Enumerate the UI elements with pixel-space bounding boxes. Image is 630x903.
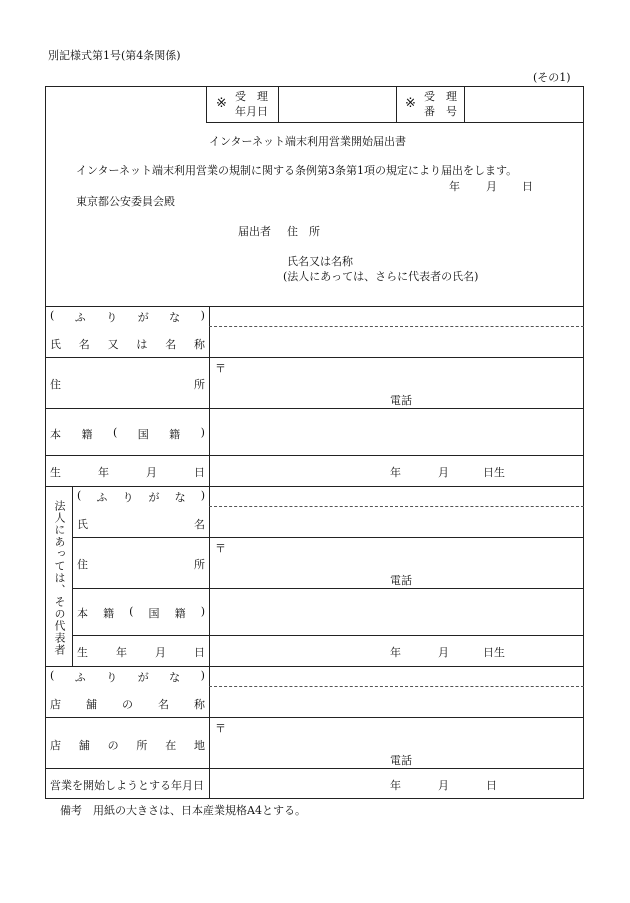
applicant-postal-mark: 〒 [215, 362, 226, 375]
rep-birth-year: 年 [390, 646, 401, 659]
date-day: 日 [522, 180, 533, 193]
page-label: (その1) [533, 71, 571, 84]
form-id: 別記様式第1号(第4条関係) [48, 49, 181, 62]
receipt-mark-2: ※ [405, 96, 416, 111]
applicant-birth-label: 生 年 月 日 [50, 466, 205, 479]
applicant-domicile-label: 本 籍 ( 国 籍 ) [50, 426, 205, 441]
submitter-name-label: 氏名又は名称 [287, 255, 353, 268]
applicant-birth-day: 日生 [483, 466, 505, 479]
start-date-year: 年 [390, 779, 401, 792]
statement: インターネット端末利用営業の規制に関する条例第3条第1項の規定により届出をします。 [76, 164, 518, 177]
rep-birth-day: 日生 [483, 646, 505, 659]
applicant-furigana-label: ( ふ り が な ) [50, 309, 205, 324]
representative-group-label: 法人にあっては、その代表者 [53, 500, 66, 656]
date-year: 年 [449, 180, 460, 193]
rep-address-label: 住 所 [77, 558, 205, 571]
form-title: インターネット端末利用営業開始届出書 [209, 135, 407, 148]
start-date-label: 営業を開始しようとする年月日 [50, 779, 204, 792]
shop-phone-label: 電話 [390, 754, 412, 767]
rep-birth-label: 生 年 月 日 [77, 646, 205, 659]
footnote: 備考 用紙の大きさは、日本産業規格A4とする。 [60, 804, 306, 817]
rep-furigana-label: ( ふ り が な ) [77, 489, 205, 504]
shop-furigana-label: ( ふ り が な ) [50, 669, 205, 684]
rep-name-label: 氏 名 [77, 518, 205, 531]
submitter-note: (法人にあっては、さらに代表者の氏名) [283, 270, 479, 283]
applicant-address-label: 住 所 [50, 378, 205, 391]
submitter-address-label: 住 所 [287, 225, 320, 238]
shop-name-label: 店 舗 の 名 称 [50, 698, 205, 711]
applicant-birth-month: 月 [438, 466, 449, 479]
receipt-number-label: 受 理 番 号 [424, 90, 457, 118]
addressee: 東京都公安委員会殿 [76, 195, 175, 208]
applicant-phone-label: 電話 [390, 394, 412, 407]
applicant-name-label: 氏 名 又 は 名 称 [50, 338, 205, 351]
shop-location-label: 店 舗 の 所 在 地 [50, 739, 205, 752]
rep-postal-mark: 〒 [215, 542, 226, 555]
rep-birth-month: 月 [438, 646, 449, 659]
applicant-birth-year: 年 [390, 466, 401, 479]
start-date-month: 月 [438, 779, 449, 792]
receipt-date-label: 受 理 年月日 [235, 90, 268, 118]
rep-phone-label: 電話 [390, 574, 412, 587]
date-month: 月 [486, 180, 497, 193]
start-date-day: 日 [486, 779, 497, 792]
submitter-prefix: 届出者 [238, 225, 271, 238]
receipt-mark: ※ [216, 96, 227, 111]
shop-postal-mark: 〒 [215, 722, 226, 735]
rep-domicile-label: 本 籍 ( 国 籍 ) [77, 605, 205, 620]
